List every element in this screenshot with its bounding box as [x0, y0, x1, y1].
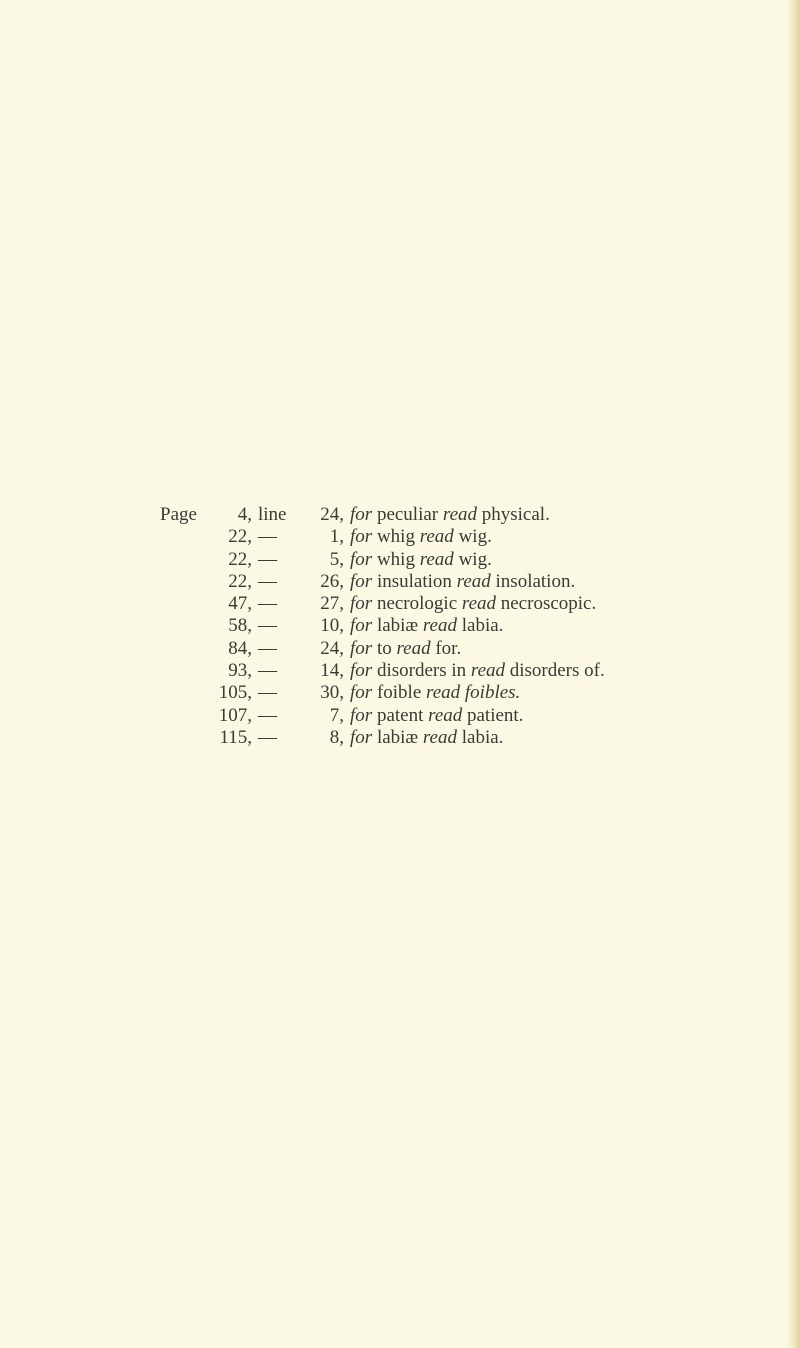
ditto-mark: —	[258, 726, 277, 748]
right-text: necroscopic.	[500, 593, 597, 615]
ditto-mark: —	[258, 660, 277, 682]
right-text: labia.	[461, 726, 504, 748]
line-number: 30,	[320, 682, 344, 704]
wrong-text: labiæ	[376, 726, 419, 748]
read-word: read	[428, 704, 463, 726]
errata-row	[160, 727, 605, 749]
line-number: 26,	[320, 570, 344, 592]
read-word: read	[456, 570, 491, 592]
right-text: disorders of.	[509, 660, 605, 682]
wrong-text: peculiar	[376, 504, 439, 525]
read-word: read	[422, 726, 457, 748]
wrong-text: insulation	[376, 570, 452, 592]
errata-row	[160, 526, 605, 548]
ditto-mark: —	[258, 526, 277, 548]
right-text: labia.	[461, 615, 504, 637]
errata-row	[160, 705, 605, 727]
read-word: read	[461, 593, 496, 615]
page-number: 22,	[228, 526, 252, 548]
wrong-text: patent	[376, 704, 424, 726]
correction	[348, 660, 605, 682]
line-number: 27,	[320, 593, 344, 615]
page-edge-shadow	[786, 0, 800, 1348]
right-text: for.	[435, 637, 462, 659]
ditto-mark: —	[258, 593, 277, 615]
right-text: foibles.	[464, 682, 521, 704]
line-number: 24,	[320, 637, 344, 659]
correction	[348, 638, 461, 660]
line-number: 14,	[320, 660, 344, 682]
right-text: insolation.	[495, 570, 576, 592]
page-number: 58,	[228, 615, 252, 637]
wrong-text: whig	[376, 526, 415, 548]
page-number: 22,	[228, 570, 252, 592]
read-word: read	[422, 615, 457, 637]
page-number: 47,	[228, 593, 252, 615]
right-text: wig.	[458, 548, 492, 570]
for-word: for	[350, 570, 373, 592]
wrong-text: labiæ	[376, 615, 419, 637]
ditto-mark: —	[258, 548, 277, 570]
page-number: 22,	[228, 548, 252, 570]
for-word: for	[350, 504, 373, 525]
ditto-mark: —	[258, 615, 277, 637]
read-word: read	[419, 526, 454, 548]
read-word: read	[470, 660, 505, 682]
for-word: for	[350, 526, 373, 548]
correction	[348, 705, 523, 727]
errata-row	[160, 504, 605, 526]
ditto-mark: —	[258, 682, 277, 704]
correction	[348, 727, 503, 749]
errata-list	[160, 504, 605, 749]
page-number: 93,	[228, 660, 252, 682]
ditto-mark: —	[258, 704, 277, 726]
wrong-text: disorders in	[376, 660, 467, 682]
for-word: for	[350, 726, 373, 748]
correction	[348, 571, 575, 593]
read-word: read	[419, 548, 454, 570]
page-number: 4,	[237, 504, 252, 525]
errata-row	[160, 615, 605, 637]
read-word: read	[396, 637, 431, 659]
page-label: Page	[160, 504, 197, 525]
correction	[348, 504, 550, 526]
correction	[348, 682, 520, 704]
page-number: 84,	[228, 637, 252, 659]
read-word: read	[442, 504, 477, 525]
page-number: 107,	[218, 704, 252, 726]
errata-row	[160, 682, 605, 704]
ditto-mark: —	[258, 570, 277, 592]
line-number: 10,	[320, 615, 344, 637]
errata-row	[160, 660, 605, 682]
page-number: 105,	[218, 682, 252, 704]
correction	[348, 526, 492, 548]
wrong-text: necrologic	[376, 593, 458, 615]
correction	[348, 549, 492, 571]
for-word: for	[350, 637, 373, 659]
read-word: read	[426, 682, 461, 704]
for-word: for	[350, 660, 373, 682]
for-word: for	[350, 548, 373, 570]
ditto-mark: —	[258, 637, 277, 659]
correction	[348, 615, 503, 637]
line-number: 1,	[329, 526, 344, 548]
line-label: line	[258, 504, 287, 525]
right-text: physical.	[481, 504, 550, 525]
page-number: 115,	[219, 726, 252, 748]
errata-row	[160, 593, 605, 615]
for-word: for	[350, 704, 373, 726]
errata-row	[160, 571, 605, 593]
errata-row	[160, 549, 605, 571]
right-text: patient.	[467, 704, 524, 726]
right-text: wig.	[458, 526, 492, 548]
for-word: for	[350, 682, 373, 704]
for-word: for	[350, 615, 373, 637]
wrong-text: to	[376, 637, 392, 659]
correction	[348, 593, 596, 615]
line-number: 8,	[329, 726, 344, 748]
errata-row	[160, 638, 605, 660]
line-number: 24,	[320, 504, 344, 525]
line-number: 5,	[329, 548, 344, 570]
wrong-text: foible	[376, 682, 422, 704]
line-number: 7,	[329, 704, 344, 726]
wrong-text: whig	[376, 548, 415, 570]
for-word: for	[350, 593, 373, 615]
